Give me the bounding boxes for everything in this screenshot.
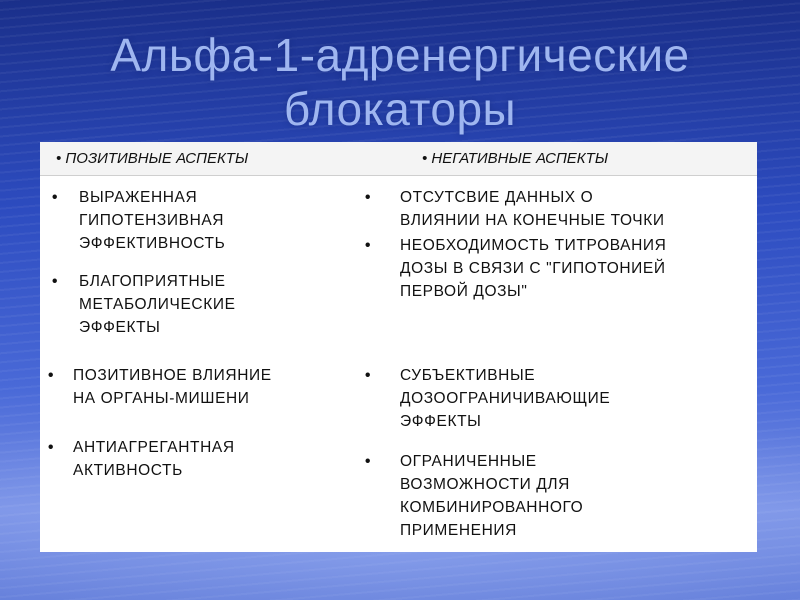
header-positive-aspects: • ПОЗИТИВНЫЕ АСПЕКТЫ [56,150,249,167]
negative-item-3: СУБЪЕКТИВНЫЕ ДОЗООГРАНИЧИВАЮЩИЕ ЭФФЕКТЫ [400,367,611,430]
positive-item-2: БЛАГОПРИЯТНЫЕ МЕТАБОЛИЧЕСКИЕ ЭФФЕКТЫ [79,273,236,336]
negative-item-2: НЕОБХОДИМОСТЬ ТИТРОВАНИЯ ДОЗЫ В СВЯЗИ С "ГИПОТОНИЕЙ ПЕРВОЙ ДОЗЫ" [400,237,667,300]
bullet-icon: • [365,367,372,384]
comparison-table [40,142,757,552]
negative-item-4: ОГРАНИЧЕННЫЕ ВОЗМОЖНОСТИ ДЛЯ КОМБИНИРОВАННОГО ПРИМЕНЕНИЯ [400,453,584,539]
bullet-icon: • [365,453,372,470]
slide-title [0,28,800,136]
positive-item-4: АНТИАГРЕГАНТНАЯ АКТИВНОСТЬ [73,439,235,479]
table-header-row [40,142,757,176]
bullet-icon: • [52,273,59,290]
bullet-icon: • [48,439,55,456]
bullet-icon: • [365,189,372,206]
positive-item-1: ВЫРАЖЕННАЯ ГИПОТЕНЗИВНАЯ ЭФФЕКТИВНОСТЬ [79,189,226,252]
bullet-icon: • [365,237,372,254]
positive-item-3: ПОЗИТИВНОЕ ВЛИЯНИЕ НА ОРГАНЫ-МИШЕНИ [73,367,272,407]
bullet-icon: • [52,189,59,206]
negative-item-1: ОТСУТСВИЕ ДАННЫХ О ВЛИЯНИИ НА КОНЕЧНЫЕ ТОЧКИ [400,189,665,229]
header-negative-aspects: • НЕГАТИВНЫЕ АСПЕКТЫ [422,150,609,167]
bullet-icon: • [48,367,55,384]
title-line-2: блокаторы [283,83,517,135]
title-line-1: Альфа-1-адренергические [110,29,690,81]
